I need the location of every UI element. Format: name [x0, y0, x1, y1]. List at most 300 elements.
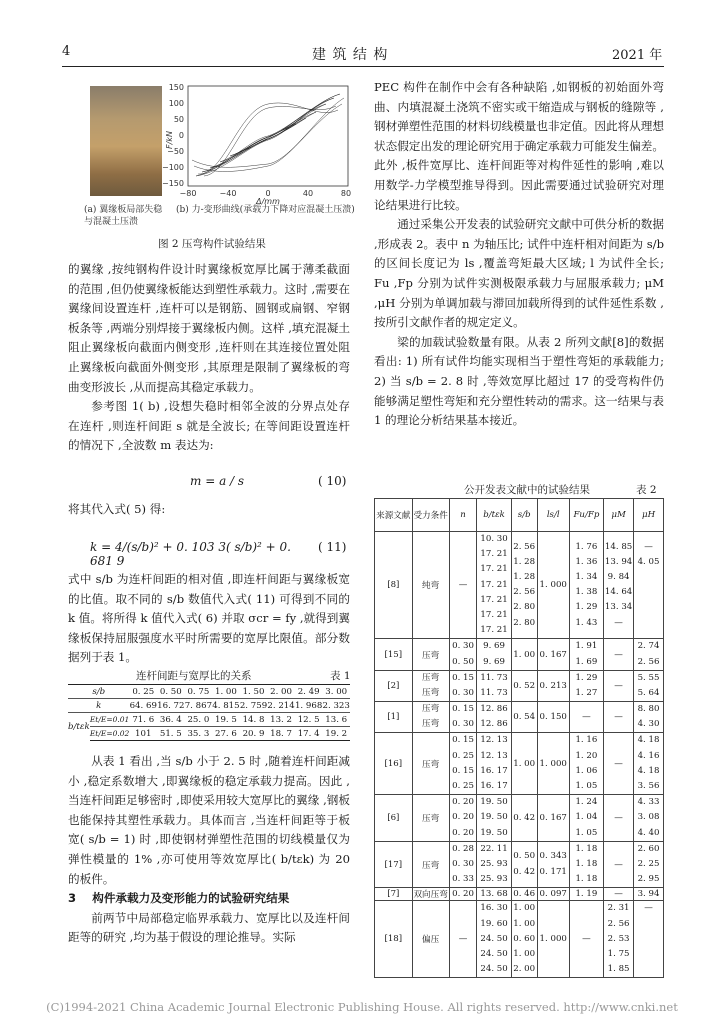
table-cell-stack	[477, 639, 511, 670]
table-cell: —	[569, 901, 603, 978]
section-heading	[68, 889, 350, 909]
y-tick: −100	[162, 163, 184, 172]
equation-11	[90, 540, 316, 568]
column-header: Fu/Fp	[569, 499, 603, 532]
table-cell: —	[644, 903, 653, 914]
table-row-group	[375, 901, 664, 978]
table-cell: 2. 56	[513, 541, 536, 552]
reference-cell: [7]	[375, 888, 413, 901]
y-tick: 50	[173, 115, 184, 124]
paragraph: 前两节中局部稳定临界承载力、宽厚比以及连杆间距等的研究 ,均为基于假设的理论推导。实际	[68, 910, 350, 945]
table-cell: 13. 2	[267, 713, 295, 727]
table1-label: 表 1	[330, 670, 351, 682]
y-tick: 150	[168, 83, 184, 92]
table-cell: —	[604, 888, 634, 901]
table-cell: 2. 95	[637, 874, 660, 885]
table-cell: 1. 28	[513, 556, 536, 567]
table-cell: 2. 759	[239, 700, 268, 711]
equation-number: ( 10)	[318, 474, 347, 488]
reference-cell: [2]	[375, 670, 413, 701]
header-rule	[62, 66, 664, 67]
table-cell: 0. 167	[537, 639, 569, 670]
table-cell: 25. 93	[480, 874, 508, 885]
table-cell: 0. 30	[452, 641, 474, 652]
table2-label: 表 2	[636, 484, 657, 496]
y-tick: 0	[178, 131, 184, 140]
table-cell: —	[644, 541, 653, 552]
table-cell-stack	[477, 795, 511, 842]
table-cell: 0. 30	[452, 687, 474, 698]
table-cell: 9. 69	[483, 641, 505, 652]
figure2-caption-a: (a) 翼缘板局部失稳与混凝土压溃	[84, 205, 163, 227]
table-cell: 1. 34	[575, 571, 598, 582]
table-cell: 12. 5	[295, 713, 323, 727]
table-cell: 13. 6	[322, 713, 350, 727]
table-cell: 11. 73	[480, 672, 508, 683]
x-tick: 40	[302, 189, 314, 198]
table-cell: 19. 60	[480, 918, 508, 929]
table-cell: 16. 17	[480, 781, 508, 791]
table-cell-stack	[449, 841, 477, 888]
table-cell: 0. 33	[452, 874, 474, 885]
table-cell: 2. 56	[513, 587, 536, 598]
specimen-photo	[90, 86, 162, 196]
table-row-group	[375, 639, 664, 670]
table-cell: —	[604, 702, 634, 733]
table-cell: —	[604, 795, 634, 842]
table-cell: 1. 29	[575, 672, 598, 683]
reference-cell: [18]	[375, 901, 413, 978]
table-cell-stack	[449, 670, 477, 701]
table-cell: 16. 30	[480, 903, 508, 914]
table-cell: 2. 80	[513, 617, 536, 628]
paragraph: 式中 s/b 为连杆间距的相对值 ,即连杆间距与翼缘板宽的比值。取不同的 s/b 数值代入式( 11) 可得到不同的 k 值。将所得 k 值代入式( 6) 并取 σcr = fy ,就得到翼缘板保持屈服强度水平时所需要的宽厚比限值。部分数据列于表 1。	[68, 572, 350, 665]
table-cell: —	[449, 532, 477, 639]
table-cell: 0. 46	[511, 888, 537, 901]
table-cell: 2. 56	[607, 918, 630, 929]
left-column	[68, 752, 350, 948]
table-cell: 1. 85	[607, 964, 630, 975]
table-cell: 压弯	[422, 704, 440, 715]
table-cell: 14. 64	[604, 587, 633, 598]
table2	[374, 498, 664, 978]
table-cell: 1. 00	[513, 948, 536, 959]
table-cell-stack	[634, 901, 664, 978]
table-cell: 14. 8	[240, 713, 268, 727]
table-cell: 1. 968	[294, 700, 323, 711]
y-tick: −50	[167, 147, 184, 156]
table-cell: 0. 50	[513, 851, 536, 862]
column-header: ls/l	[537, 499, 569, 532]
table-cell: 13. 68	[477, 888, 511, 901]
table-cell-stack	[449, 639, 477, 670]
table-cell-stack	[604, 901, 634, 978]
table-cell: 51. 5	[157, 727, 185, 741]
table-cell-stack	[634, 670, 664, 701]
table-cell: 19. 5	[212, 713, 240, 727]
table-cell: 22. 11	[480, 843, 508, 854]
equation-text: m = a / s	[190, 474, 245, 488]
table-row-group	[375, 888, 664, 901]
table-cell-stack	[477, 901, 511, 978]
table-cell: 24. 50	[480, 948, 508, 959]
table-cell-stack	[477, 670, 511, 701]
table-cell: 2. 49	[295, 685, 323, 699]
table-cell: 4. 815	[212, 700, 240, 711]
table-cell: 0. 42	[511, 795, 537, 842]
table2-body	[375, 532, 664, 978]
table-cell: 2. 74	[637, 641, 660, 652]
right-column	[374, 78, 664, 431]
table-cell: 17. 21	[480, 564, 508, 575]
table-cell: 17. 21	[480, 625, 508, 636]
table-cell: 0. 171	[539, 866, 567, 877]
table-cell: 13. 94	[604, 556, 633, 567]
table-cell-stack	[477, 532, 511, 639]
table-cell: 20. 9	[240, 727, 268, 741]
table-cell: 0. 20	[449, 888, 477, 901]
column-header: s/b	[511, 499, 537, 532]
table-cell: 压弯	[422, 672, 440, 683]
table-cell	[634, 585, 663, 600]
table-cell: 0. 50	[452, 656, 474, 667]
table-cell: 3. 00	[322, 685, 350, 699]
table-cell	[634, 917, 663, 932]
table-cell: —	[604, 841, 634, 888]
x-tick: −40	[219, 189, 237, 198]
equation-10	[190, 474, 244, 488]
table-cell: 17. 21	[480, 609, 508, 620]
table-cell-stack	[449, 733, 477, 795]
table-cell: 12. 13	[480, 735, 508, 746]
table-cell: 16. 17	[480, 765, 508, 776]
table-cell: 4. 16	[637, 750, 660, 761]
paragraph: PEC 构件在制作中会有各种缺陷 ,如钢板的初始面外弯曲、内填混凝土浇筑不密实或干缩造成与钢板的缝隙等 ,钢材弹塑性范围的材料切线模量也非定值。因此将从理想状态假定出发的理论研究用于确定承载力可能发生偏差。此外 ,板件宽厚比、连杆间距等对构件延性的影响 ,难以用数学-力学模型推导得到。因此需要通过试验研究对理论结果进行比较。	[374, 80, 664, 212]
table-row-group	[375, 733, 664, 795]
table-cell: 25. 93	[480, 858, 508, 869]
reference-cell: [8]	[375, 532, 413, 639]
row-sublabel: Et/E=0.01	[90, 713, 130, 727]
table-row	[68, 713, 350, 727]
row-label: s/b	[68, 685, 129, 699]
table-cell: —	[449, 901, 477, 978]
table-cell: 2. 00	[513, 964, 536, 975]
table-cell: 1. 05	[575, 827, 598, 838]
table-cell: 5. 64	[637, 687, 660, 698]
journal-year: 2021 年	[612, 48, 663, 63]
row-label: b/tεk	[68, 713, 90, 741]
section-number: 3	[68, 891, 77, 906]
table-cell: 0. 30	[452, 719, 474, 730]
table-cell-stack	[634, 532, 664, 639]
table-cell: 11. 73	[480, 687, 508, 698]
table-cell: 0. 15	[452, 672, 474, 683]
table-cell-stack	[569, 733, 603, 795]
table-cell-stack	[569, 841, 603, 888]
table-cell: 1. 27	[575, 687, 598, 698]
table-cell: 2. 31	[607, 903, 630, 914]
table-cell: 1. 28	[513, 571, 536, 582]
table-cell: 3. 08	[637, 812, 660, 823]
table-cell: 2. 323	[322, 700, 350, 711]
table-cell: 纯弯	[412, 532, 449, 639]
table-cell: 0. 52	[511, 670, 537, 701]
column-header: 受力条件	[412, 499, 449, 532]
table-cell: 0. 30	[452, 858, 474, 869]
table-cell-stack	[634, 733, 664, 795]
paragraph: 通过采集公开发表的试验研究文献中可供分析的数据 ,形成表 2。表中 n 为轴压比; 试件中连杆相对间距为 s/b 的区间长度记为 ls ,覆盖弯矩最大区域; l 为试件全长; Fu ,Fp 分别为试件实测极限承载力与屈服承载力; μM ,μH 分别为单调加载与滞回加载所得到的试件延性系数 ,按所引文献作者的规定定义。	[374, 217, 665, 330]
table-cell: 0. 20	[452, 827, 474, 838]
reference-cell: [1]	[375, 702, 413, 733]
table-cell	[634, 570, 663, 585]
table-cell: 压弯	[412, 841, 449, 888]
table-cell: 19. 50	[480, 812, 508, 823]
table-cell: 4. 33	[637, 797, 660, 808]
table-cell: 0. 54	[511, 702, 537, 733]
x-axis-label: Δ/mm	[256, 197, 280, 206]
table-cell-stack	[412, 670, 449, 701]
table-cell: 0. 25	[452, 781, 474, 791]
table-cell: 0. 25	[129, 685, 157, 699]
table-cell: 偏压	[412, 901, 449, 978]
table-cell	[634, 947, 663, 962]
paragraph: 参考图 1( b) ,设想失稳时相邻全波的分界点处存在连杆 ,则连杆间距 s 就是全波长; 在等间距设置连杆的情况下 ,全波数 m 表达为:	[68, 399, 350, 453]
table-row	[68, 699, 350, 713]
table-cell: 0. 213	[537, 670, 569, 701]
table-cell: 101	[129, 727, 157, 741]
table-cell: 8. 80	[637, 704, 660, 715]
table-cell: 9. 84	[607, 571, 630, 582]
table-cell: 1. 00	[513, 918, 536, 929]
row-sublabel: Et/E=0.02	[90, 727, 130, 741]
table-header-row	[375, 499, 664, 532]
force-deformation-plot	[162, 80, 358, 206]
table-cell: 0. 60	[513, 933, 536, 944]
table-cell: 2. 214	[267, 700, 295, 711]
section-title: 构件承载力及变形能力的试验研究结果	[92, 891, 290, 906]
left-column	[68, 570, 350, 668]
table-cell: 1. 18	[575, 874, 598, 885]
table-cell: —	[569, 702, 603, 733]
table-cell: 5. 55	[637, 672, 660, 683]
table-cell: 17. 4	[295, 727, 323, 741]
equation-number: ( 11)	[318, 540, 347, 554]
paragraph: 梁的加载试验数量有限。从表 2 所列文献[8]的数据看出: 1) 所有试件均能实现相当于塑性弯矩的承载能力; 2) 当 s/b = 2. 8 时 ,等效宽厚比超过 17 的受弯构件仍能够满足塑性弯矩和充分塑性转动的需求。这一结果与表 1 的理论分析结果基本接近。	[374, 334, 664, 428]
table-cell: 0. 42	[513, 866, 536, 877]
table-cell: 1. 00	[511, 639, 537, 670]
table-cell: 1. 91	[575, 641, 598, 652]
table-row-group	[375, 702, 664, 733]
table-cell: 1. 06	[575, 765, 598, 776]
table-cell: 1. 50	[240, 685, 268, 699]
table-cell: 2. 25	[637, 858, 660, 869]
table-cell-stack	[511, 901, 537, 978]
table2-title: 公开发表文献中的试验结果	[464, 484, 590, 496]
left-column	[68, 500, 350, 520]
x-tick: 80	[340, 189, 352, 198]
table-cell-stack	[537, 841, 569, 888]
table-cell: 0. 20	[452, 812, 474, 823]
table-row-group	[375, 841, 664, 888]
table-cell-stack	[477, 702, 511, 733]
table-cell-stack	[604, 532, 634, 639]
table-cell-stack	[449, 702, 477, 733]
y-tick: −150	[162, 179, 184, 188]
table-cell: 压弯	[412, 733, 449, 795]
table-cell: 25. 0	[185, 713, 213, 727]
y-axis-label: F/kN	[165, 131, 174, 149]
table-cell	[634, 600, 663, 615]
column-header: n	[449, 499, 477, 532]
column-header: b/tεk	[477, 499, 511, 532]
table-cell: 12. 86	[480, 719, 508, 730]
table-cell: 17. 21	[480, 549, 508, 560]
table-cell: 1. 18	[575, 858, 598, 869]
table-cell: 17. 21	[480, 579, 508, 590]
table-cell: 0. 15	[452, 765, 474, 776]
table-cell	[634, 962, 663, 977]
table-cell: 1. 24	[575, 797, 598, 808]
table-cell: 2. 60	[637, 843, 660, 854]
table-cell: 3. 94	[634, 888, 664, 901]
table-cell-stack	[477, 841, 511, 888]
table-cell: 0. 343	[539, 851, 567, 862]
table-cell: —	[604, 639, 634, 670]
table-cell: 1. 19	[569, 888, 603, 901]
y-tick: 100	[168, 99, 184, 108]
table-cell-stack	[511, 841, 537, 888]
table-cell: 12. 13	[480, 750, 508, 761]
table-cell: 0. 75	[185, 685, 213, 699]
table-cell: 1. 00	[212, 685, 240, 699]
table-cell: 1. 69	[575, 656, 598, 667]
table-cell: 10. 30	[480, 534, 508, 544]
table-cell: 压弯	[422, 687, 440, 698]
x-tick: 0	[265, 189, 271, 198]
journal-name: 建 筑 结 构	[312, 47, 389, 63]
table-cell-stack	[449, 795, 477, 842]
table1-title: 连杆间距与宽厚比的关系	[136, 670, 252, 682]
reference-cell: [15]	[375, 639, 413, 670]
table-cell: 1. 04	[575, 812, 598, 823]
table-cell-stack	[511, 532, 537, 639]
table-cell: 1. 43	[575, 617, 598, 628]
table-cell	[634, 616, 663, 631]
table-row	[68, 685, 350, 699]
table-cell-stack	[634, 702, 664, 733]
table-cell: 4. 40	[637, 827, 660, 838]
table-cell: 2. 80	[513, 602, 536, 613]
table-row-group	[375, 670, 664, 701]
table-cell: 1. 000	[537, 733, 569, 795]
table-cell: 18. 7	[267, 727, 295, 741]
table-cell-stack	[569, 795, 603, 842]
table-cell: 2. 56	[637, 656, 660, 667]
table-cell: 1. 18	[575, 843, 598, 854]
table-cell: 12. 86	[480, 704, 508, 715]
table-cell: 3. 56	[637, 781, 660, 791]
table-cell: 24. 50	[480, 964, 508, 975]
table-cell: 19. 2	[322, 727, 350, 741]
table-cell: 0. 15	[452, 735, 474, 746]
table-cell: 71. 6	[129, 713, 157, 727]
table-cell: 16. 72	[157, 700, 185, 711]
table-cell: 0. 25	[452, 750, 474, 761]
table-cell: 0. 50	[157, 685, 185, 699]
table-cell: 1. 38	[575, 587, 598, 598]
column-header: μM	[604, 499, 634, 532]
table-cell: 17. 21	[480, 594, 508, 605]
table-cell: 双向压弯	[412, 888, 449, 901]
table-cell: 4. 30	[637, 719, 660, 730]
paragraph: 的翼缘 ,按纯钢构件设计时翼缘板宽厚比属于薄柔截面的范围 ,但仍使翼缘板能达到塑性承载力。这时 ,需要在翼缘间设置连杆 ,连杆可以是钢筋、圆钢或扁钢、窄钢板条等 ,两端分别焊接于翼缘板内侧。这样 ,填充混凝土阻止翼缘板向截面内侧变形 ,连杆则在其连接位置处阻止翼缘板向截面外侧变形 ,其原理是限制了翼缘板的弯曲变形波长 ,从而提高其稳定承载力。	[68, 262, 350, 394]
table-cell-stack	[634, 841, 664, 888]
table-row-group	[375, 795, 664, 842]
table-cell: —	[604, 670, 634, 701]
page-number: 4	[62, 44, 71, 59]
reference-cell: [6]	[375, 795, 413, 842]
equation-text: k = 4/(s/b)² + 0. 103 3( s/b)² + 0. 681 9	[90, 540, 291, 568]
table-cell: 1. 00	[513, 903, 536, 914]
table-cell: 19. 50	[480, 827, 508, 838]
column-header: 来源文献	[375, 499, 413, 532]
table-cell: 2. 00	[267, 685, 295, 699]
hysteresis-loops	[192, 94, 344, 176]
table-cell: 0. 150	[537, 702, 569, 733]
table-cell-stack	[569, 532, 603, 639]
table-cell: 1. 00	[511, 733, 537, 795]
paragraph: 将其代入式( 5) 得:	[68, 502, 166, 516]
table-cell: 14. 85	[604, 541, 633, 552]
reference-cell: [17]	[375, 841, 413, 888]
table-cell: 27. 6	[212, 727, 240, 741]
table-cell: 24. 50	[480, 933, 508, 944]
row-label: k	[68, 699, 129, 713]
table-cell: 1. 000	[537, 532, 569, 639]
table-cell-stack	[569, 670, 603, 701]
table-cell: 压弯	[412, 795, 449, 842]
paragraph: 从表 1 看出 ,当 s/b 小于 2. 5 时 ,随着连杆间距减小 ,稳定系数增大 ,即翼缘板的稳定承载力提高。因此 ,当连杆间距足够密时 ,即使采用较大宽厚比的翼缘 ,钢板也能保持其塑性承载力。具体而言 ,当连杆间距等于板宽( s/b = 1) 时 ,即使钢材弹塑性范围的切线模量仅为弹性模量的 1% ,亦可使用等效宽厚比( b/tεk) 为 20 的板件。	[68, 754, 350, 886]
table1	[68, 684, 350, 741]
left-column	[68, 260, 350, 456]
table-cell-stack	[477, 733, 511, 795]
table-cell: 0. 15	[452, 704, 474, 715]
table-cell: 2. 53	[607, 933, 630, 944]
reference-cell: [16]	[375, 733, 413, 795]
table-cell: 1. 16	[575, 735, 598, 746]
table-cell-stack	[634, 795, 664, 842]
table-cell: 0. 28	[452, 843, 474, 854]
table-cell: 0. 167	[537, 795, 569, 842]
figure2-caption: 图 2 压弯构件试验结果	[158, 238, 266, 250]
table-cell: —	[614, 617, 623, 628]
figure2-caption-b: (b) 力-变形曲线(承载力下降对应混凝土压溃)	[176, 205, 355, 215]
table-cell: 19. 50	[480, 797, 508, 808]
table-cell: 4. 18	[637, 765, 660, 776]
table-row-group	[375, 532, 664, 639]
table-cell: 4. 18	[637, 735, 660, 746]
table-cell: 0. 20	[452, 797, 474, 808]
table-cell: 13. 34	[604, 602, 633, 613]
table-cell: 压弯	[412, 639, 449, 670]
table-cell: 7. 867	[184, 700, 213, 711]
table-cell: 36. 4	[157, 713, 185, 727]
copyright-footer: (C)1994-2021 China Academic Journal Electronic Publishing House. All rights reserved. http://www.cnki.net	[46, 1000, 678, 1014]
table-cell: 压弯	[422, 719, 440, 730]
table-cell-stack	[569, 639, 603, 670]
table-cell: 1. 000	[537, 901, 569, 978]
table-cell: 1. 05	[575, 781, 598, 791]
